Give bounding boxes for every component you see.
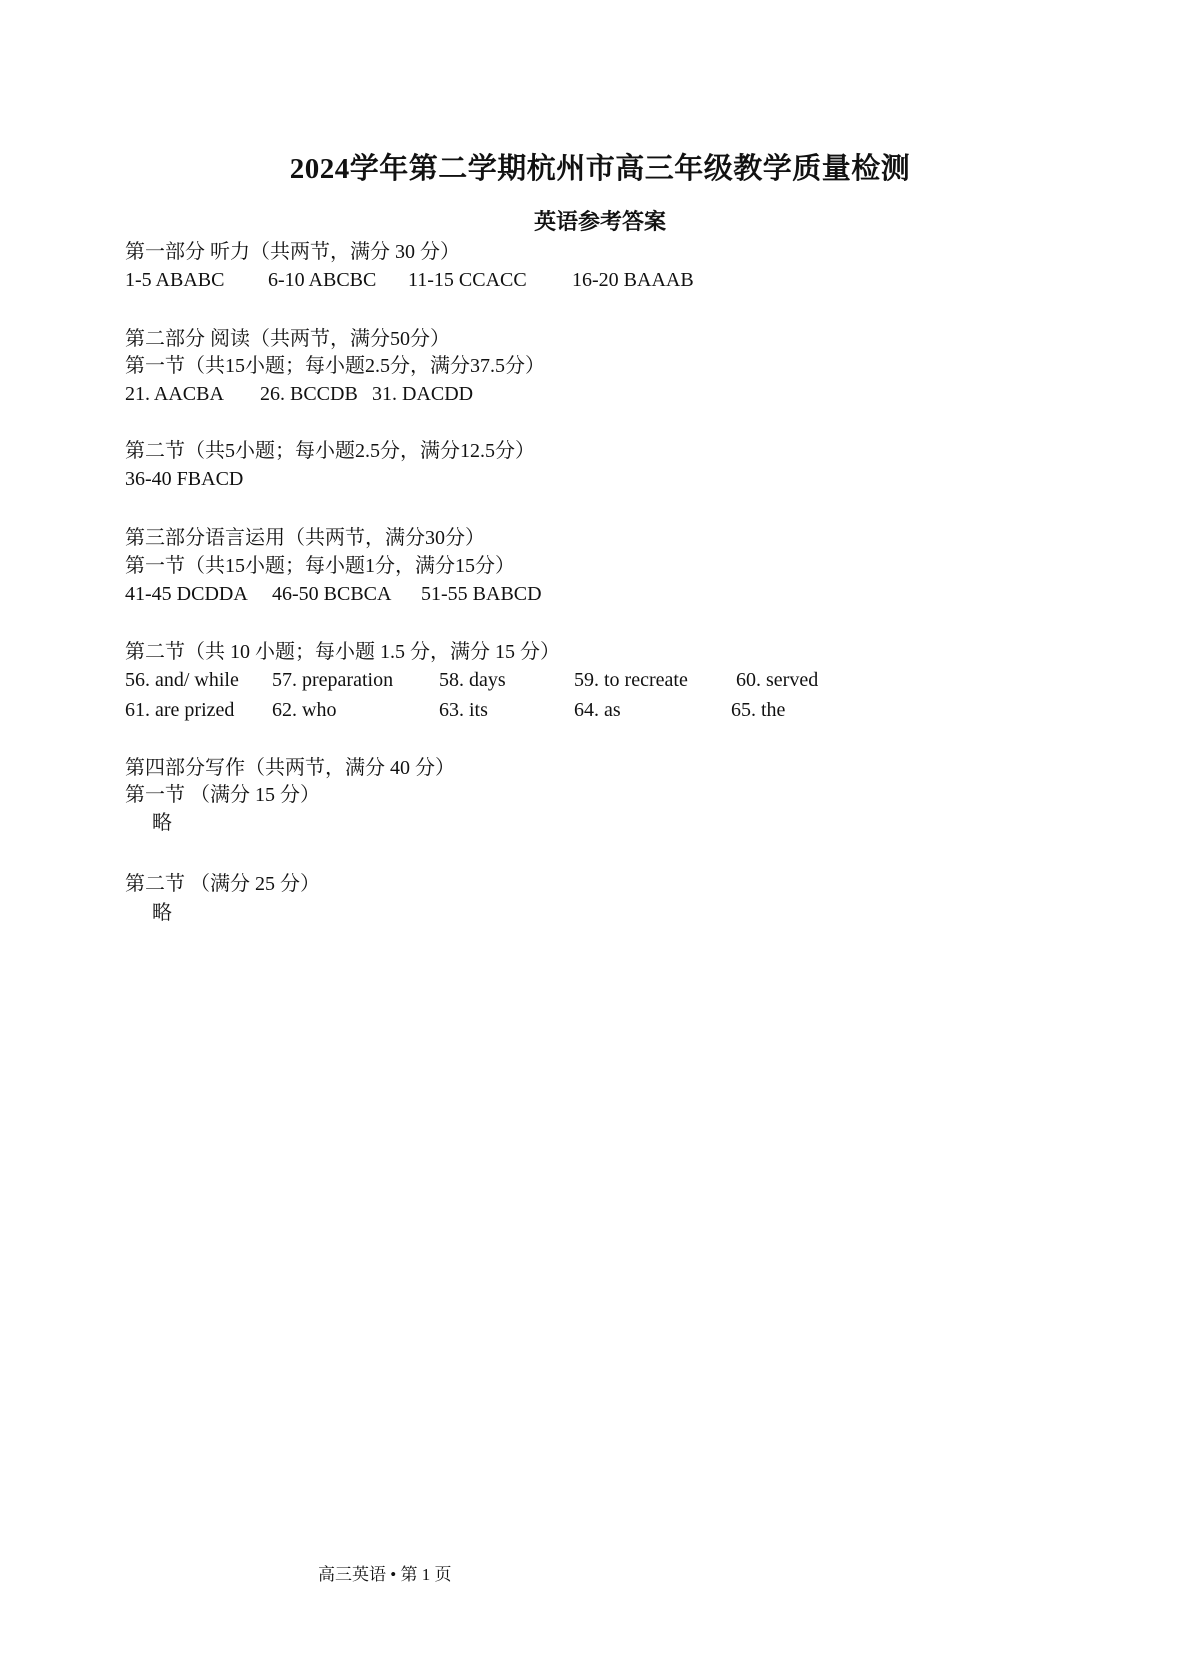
- part3-section1-answer: 41-45 DCDDA: [125, 583, 248, 605]
- part3-section1-heading: 第一节（共15小题；每小题1分，满分15分）: [125, 555, 515, 577]
- part1-answer: 11-15 CCACC: [408, 269, 527, 291]
- part3-section2-answer: 65. the: [731, 699, 786, 721]
- part2-section1-heading: 第一节（共15小题；每小题2.5分，满分37.5分）: [125, 355, 545, 377]
- part4-section2-body: 略: [152, 902, 172, 924]
- page-title: 2024学年第二学期杭州市高三年级教学质量检测: [289, 153, 911, 185]
- page-subtitle: 英语参考答案: [533, 209, 666, 234]
- part2-section2-answer: 36-40 FBACD: [125, 468, 244, 490]
- part3-section2-answer: 59. to recreate: [574, 669, 688, 691]
- part3-section2-answer: 63. its: [439, 699, 488, 721]
- part3-section2-heading: 第二节（共 10 小题；每小题 1.5 分，满分 15 分）: [125, 641, 560, 663]
- part4-heading: 第四部分写作（共两节，满分 40 分）: [125, 757, 455, 779]
- part3-section2-answer: 58. days: [439, 669, 506, 691]
- part2-section1-answer: 26. BCCDB: [260, 383, 358, 405]
- page-footer: 高三英语 • 第 1 页: [318, 1565, 452, 1584]
- part2-section1-answer: 21. AACBA: [125, 383, 224, 405]
- part1-answer: 6-10 ABCBC: [268, 269, 377, 291]
- part3-heading: 第三部分语言运用（共两节，满分30分）: [125, 527, 485, 549]
- part1-answer: 16-20 BAAAB: [572, 269, 694, 291]
- part3-section1-answer: 46-50 BCBCA: [272, 583, 392, 605]
- part3-section1-answer: 51-55 BABCD: [421, 583, 542, 605]
- part2-heading: 第二部分 阅读（共两节，满分50分）: [125, 328, 450, 350]
- part2-section2-heading: 第二节（共5小题；每小题2.5分，满分12.5分）: [125, 440, 535, 462]
- part1-answer: 1-5 ABABC: [125, 269, 225, 291]
- part4-section1-heading: 第一节 （满分 15 分）: [125, 784, 320, 806]
- part3-section2-answer: 62. who: [272, 699, 337, 721]
- part3-section2-answer: 60. served: [736, 669, 819, 691]
- part2-section1-answer: 31. DACDD: [372, 383, 474, 405]
- part3-section2-answer: 61. are prized: [125, 699, 235, 721]
- part3-section2-answer: 57. preparation: [272, 669, 394, 691]
- part3-section2-answer: 56. and/ while: [125, 669, 239, 691]
- part4-section2-heading: 第二节 （满分 25 分）: [125, 873, 320, 895]
- part1-heading: 第一部分 听力（共两节，满分 30 分）: [125, 241, 460, 263]
- part3-section2-answer: 64. as: [574, 699, 621, 721]
- part4-section1-body: 略: [152, 812, 172, 834]
